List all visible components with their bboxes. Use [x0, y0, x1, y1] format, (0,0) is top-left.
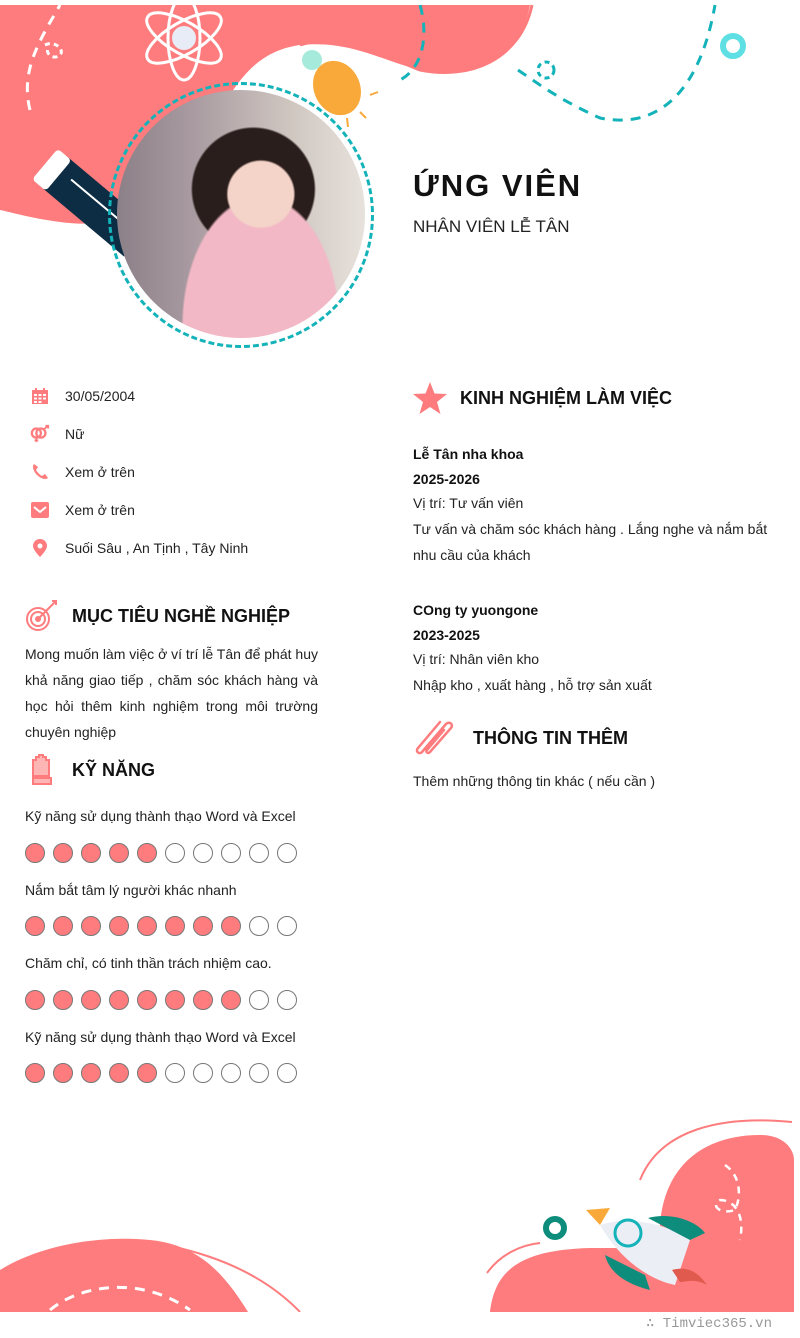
company-name[interactable]: Lễ Tân nha khoa — [413, 446, 524, 462]
skill-rating[interactable] — [25, 843, 297, 863]
contact-phone — [30, 462, 135, 482]
rating-dot-empty[interactable] — [277, 916, 297, 936]
email-value[interactable]: Xem ở trên — [65, 502, 135, 518]
experience-title: KINH NGHIỆM LÀM VIỆC — [460, 387, 673, 408]
rating-dot-filled[interactable] — [109, 843, 129, 863]
rating-dot-filled[interactable] — [193, 916, 213, 936]
rating-dot-filled[interactable] — [221, 990, 241, 1010]
rating-dot-filled[interactable] — [165, 916, 185, 936]
rating-dot-filled[interactable] — [25, 1063, 45, 1083]
period[interactable]: 2025-2026 — [413, 470, 480, 487]
rating-dot-filled[interactable] — [53, 990, 73, 1010]
rating-dot-filled[interactable] — [109, 916, 129, 936]
rating-dot-empty[interactable] — [249, 916, 269, 936]
phone-value[interactable]: Xem ở trên — [65, 464, 135, 480]
gender-value[interactable]: Nữ — [65, 426, 85, 442]
rating-dot-empty[interactable] — [221, 843, 241, 863]
position[interactable]: Vị trí: Nhân viên kho — [413, 651, 540, 667]
rating-dot-empty[interactable] — [165, 843, 185, 863]
rating-dot-filled[interactable] — [81, 843, 101, 863]
experience-item — [413, 598, 783, 698]
rating-dot-filled[interactable] — [25, 843, 45, 863]
email-icon — [30, 500, 50, 520]
rating-dot-filled[interactable] — [25, 990, 45, 1010]
rating-dot-filled[interactable] — [193, 990, 213, 1010]
calendar-icon — [30, 386, 50, 406]
rating-dot-empty[interactable] — [277, 990, 297, 1010]
contact-gender — [30, 424, 84, 444]
skill-label[interactable]: Kỹ năng sử dụng thành thạo Word và Excel — [25, 1029, 296, 1045]
rating-dot-empty[interactable] — [221, 1063, 241, 1083]
rating-dot-filled[interactable] — [81, 1063, 101, 1083]
target-icon — [22, 598, 62, 634]
objective-text[interactable]: Mong muốn làm việc ở ví trí lễ Tân để phát huy khả năng giao tiếp , chăm sóc khách hàng và học hỏi thêm kinh nghiệm trong môi trường chuyên nghiệp — [25, 646, 318, 740]
contact-email — [30, 500, 135, 520]
extra-info-heading — [413, 718, 628, 758]
skills-title: KỸ NĂNG — [72, 759, 156, 780]
extra-info-text[interactable]: Thêm những thông tin khác ( nếu cần ) — [413, 773, 656, 789]
candidate-name[interactable]: ỨNG VIÊN — [413, 168, 583, 203]
rating-dot-filled[interactable] — [53, 843, 73, 863]
rating-dot-empty[interactable] — [193, 1063, 213, 1083]
company-name[interactable]: COng ty yuongone — [413, 602, 539, 618]
experience-item — [413, 442, 783, 568]
skill-rating[interactable] — [25, 916, 297, 936]
rating-dot-empty[interactable] — [249, 843, 269, 863]
extra-info-title: THÔNG TIN THÊM — [473, 727, 628, 748]
rating-dot-filled[interactable] — [165, 990, 185, 1010]
description[interactable]: Nhập kho , xuất hàng , hỗ trợ sản xuất — [413, 676, 652, 693]
skill-label[interactable]: Kỹ năng sử dụng thành thạo Word và Excel — [25, 808, 296, 824]
rating-dot-filled[interactable] — [53, 916, 73, 936]
location-pin-icon — [30, 538, 50, 558]
rating-dot-filled[interactable] — [25, 916, 45, 936]
rating-dot-empty[interactable] — [165, 1063, 185, 1083]
rating-dot-empty[interactable] — [249, 1063, 269, 1083]
rating-dot-empty[interactable] — [249, 990, 269, 1010]
address-value[interactable]: Suối Sâu , An Tịnh , Tây Ninh — [65, 540, 249, 556]
star-icon — [410, 380, 450, 416]
footer-decoration — [0, 1100, 800, 1312]
birthdate-value[interactable]: 30/05/2004 — [65, 388, 136, 404]
skills-heading — [22, 752, 155, 788]
rating-dot-filled[interactable] — [137, 916, 157, 936]
rating-dot-filled[interactable] — [81, 916, 101, 936]
objective-title: MỤC TIÊU NGHỀ NGHIỆP — [72, 605, 291, 626]
experience-heading — [410, 380, 672, 416]
rating-dot-filled[interactable] — [81, 990, 101, 1010]
objective-heading — [22, 598, 290, 634]
description[interactable]: Tư vấn và chăm sóc khách hàng . Lắng nghe và nắm bắt nhu cầu của khách — [413, 520, 768, 563]
period[interactable]: 2023-2025 — [413, 626, 480, 643]
paperclip-icon — [413, 718, 457, 758]
gender-icon — [30, 424, 50, 444]
contact-birthdate — [30, 386, 135, 406]
watermark[interactable]: ∴ Timviec365.vn — [645, 1316, 772, 1332]
rating-dot-filled[interactable] — [221, 916, 241, 936]
skill-rating[interactable] — [25, 990, 297, 1010]
contact-address — [30, 538, 248, 558]
skill-rating[interactable] — [25, 1063, 297, 1083]
hand-icon — [22, 752, 62, 788]
phone-icon — [30, 462, 50, 482]
rating-dot-empty[interactable] — [193, 843, 213, 863]
rating-dot-empty[interactable] — [277, 1063, 297, 1083]
rating-dot-filled[interactable] — [137, 843, 157, 863]
skill-label[interactable]: Nắm bắt tâm lý người khác nhanh — [25, 882, 237, 898]
rating-dot-filled[interactable] — [109, 1063, 129, 1083]
rating-dot-empty[interactable] — [277, 843, 297, 863]
job-title[interactable]: NHÂN VIÊN LỄ TÂN — [413, 217, 570, 236]
rating-dot-filled[interactable] — [137, 1063, 157, 1083]
photo-dashed-ring — [108, 82, 374, 348]
rating-dot-filled[interactable] — [137, 990, 157, 1010]
skill-label[interactable]: Chăm chỉ, có tinh thần trách nhiệm cao. — [25, 955, 272, 971]
rating-dot-filled[interactable] — [53, 1063, 73, 1083]
position[interactable]: Vị trí: Tư vấn viên — [413, 495, 524, 511]
rating-dot-filled[interactable] — [109, 990, 129, 1010]
